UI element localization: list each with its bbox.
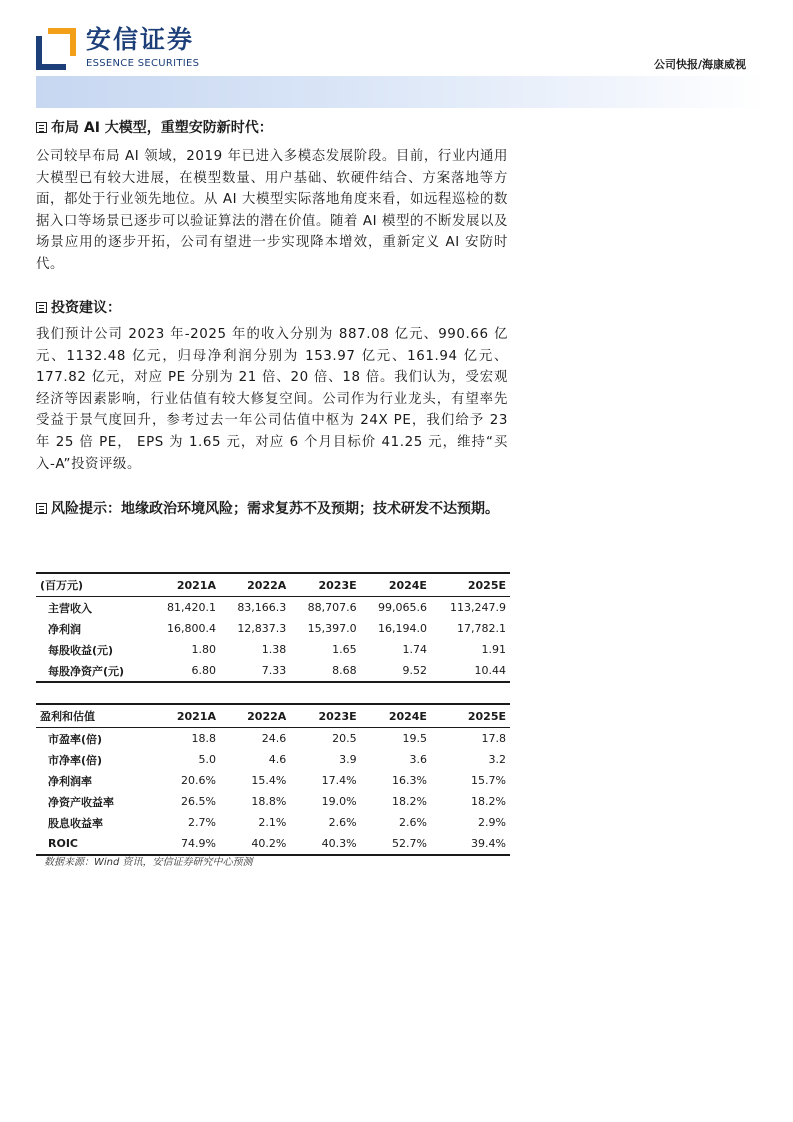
financial-table [36,572,510,856]
table-cell: 1.80 [191,643,216,656]
table-header-cell: 2022A [220,573,290,597]
table-cell: 17.8 [481,732,506,745]
table-header-cell: 2023E [290,573,360,597]
table-cell: 8.68 [290,660,360,682]
table-cell: 19.5 [402,732,427,745]
report-type: 公司快报/海康威视 [653,58,746,71]
table-cell: 18.8 [191,732,216,745]
table-header-cell: 2024E [361,573,431,597]
table-cell: 20.6% [181,774,216,787]
table-cell: 88,707.6 [307,601,357,614]
row-label: 净利润 [48,622,81,636]
table-cell: 20.5 [332,732,357,745]
table-cell: 83,166.3 [237,601,287,614]
table-cell: 40.2% [220,833,290,855]
section-heading-ai-model [36,118,508,138]
table-cell: 113,247.9 [450,601,506,614]
brand-name-en: ESSENCE SECURITIES [86,58,200,69]
section-title: 风险提示：地缘政治环境风险；需求复苏不及预期；技术研发不达预期。 [51,501,499,517]
table-cell: 1.74 [402,643,427,656]
table-cell: 3.2 [488,753,506,766]
table-row [36,749,510,770]
brand-name-cn: 安信证券 [86,25,195,54]
table-header-cell: 2025E [431,573,510,597]
table-cell: 2.6% [399,816,427,829]
row-label: 市净率(倍) [48,753,103,767]
table-cell: 2.1% [258,816,287,829]
table-spacer [36,682,510,704]
table-cell: 1.38 [261,643,287,656]
brand-logo-icon [36,28,76,70]
table-cell: 40.3% [290,833,360,855]
table-cell: 2.9% [478,816,506,829]
section-body-ai-model [36,146,508,276]
table-row [36,597,510,619]
section-body-investment [36,324,508,475]
table-cell: 15,397.0 [307,622,357,635]
table-cell: 9.52 [361,660,431,682]
table-cell: 12,837.3 [237,622,287,635]
table-header-cell: 2021A [150,704,220,728]
table-header-cell: 盈利和估值 [36,704,150,728]
section-heading-risk [36,497,508,521]
table-row [36,791,510,812]
table-cell: 15.4% [251,774,287,787]
table-row [36,728,510,750]
row-label: 股息收益率 [48,816,103,830]
table-header-cell: 2025E [431,704,510,728]
table-header-cell: 2022A [220,704,290,728]
table-cell: 52.7% [361,833,431,855]
table-cell: 7.33 [220,660,290,682]
row-label: 每股收益(元) [48,643,114,657]
paragraph: 公司较早布局 AI 领域，2019 年已进入多模态发展阶段。目前，行业内通用大模型已有较大进展，在模型数量、用户基础、软硬件结合、方案落地等方面，都处于行业领先地位。从 AI 大模型实际落地角度来看，如远程巡检的数据入口等场景已逐步可以验证算法的潜在价值。随着 AI 模型的不断发展以及场景应用的逐步开拓，公司有望进一步实现降本增效，重新定义 AI 安防时代。 [36,149,508,272]
section-heading-investment [36,298,508,318]
table-cell: 17.4% [321,774,357,787]
section-title: 布局 AI 大模型，重塑安防新时代： [51,120,273,136]
table-cell: 18.8% [251,795,287,808]
table-cell: 39.4% [431,833,510,855]
table-row [36,618,510,639]
row-label: 净利润率 [48,774,92,788]
table-cell: 3.6 [409,753,427,766]
table-cell: 18.2% [471,795,506,808]
table-row [36,770,510,791]
row-label: 每股净资产(元) [36,660,150,682]
table-cell: 99,065.6 [377,601,427,614]
document-icon [36,503,47,514]
document-icon [36,302,47,313]
section-title: 投资建议： [51,300,121,316]
table-cell: 1.91 [481,643,506,656]
table-row [36,639,510,660]
row-label: 净资产收益率 [48,795,114,809]
table-row [36,833,510,855]
document-icon [36,122,47,133]
row-label: 市盈率(倍) [48,732,103,746]
table-cell: 16,194.0 [377,622,427,635]
row-label: 主营收入 [48,601,92,615]
table-cell: 15.7% [471,774,506,787]
table-cell: 3.9 [339,753,357,766]
table-cell: 16.3% [392,774,427,787]
table-cell: 5.0 [198,753,216,766]
data-source-note: 数据来源：Wind 资讯，安信证券研究中心预测 [44,857,253,868]
table-row [36,660,510,682]
table-cell: 24.6 [261,732,287,745]
table-header-cell: (百万元) [36,573,150,597]
table-cell: 81,420.1 [166,601,216,614]
table-header-row [36,704,510,728]
table-cell: 74.9% [150,833,220,855]
table-cell: 17,782.1 [457,622,506,635]
table-header-row [36,573,510,597]
row-label: ROIC [36,833,150,855]
table-header-cell: 2024E [361,704,431,728]
table-cell: 1.65 [332,643,357,656]
header-band [36,76,766,108]
paragraph: 我们预计公司 2023 年-2025 年的收入分别为 887.08 亿元、990.66 亿元、1132.48 亿元，归母净利润分别为 153.97 亿元、161.94 亿元、177.82 亿元，对应 PE 分别为 21 倍、20 倍、18 倍。我们认为，受宏观经济等因素影响，行业估值有较大修复空间。公司作为行业龙头，有望率先受益于景气度回升，参考过去一年公司估值中枢为 24X PE，我们给予 23 年 25 倍 PE， EPS 为 1.65 元，对应 6 个月目标价 41.25 元，维持“买入-A”投资评级。 [36,327,508,472]
table-cell: 4.6 [268,753,287,766]
table-cell: 2.7% [188,816,216,829]
table-header-cell: 2023E [290,704,360,728]
table-header-cell: 2021A [150,573,220,597]
table-row [36,812,510,833]
table-cell: 6.80 [150,660,220,682]
table-cell: 2.6% [328,816,357,829]
table-cell: 16,800.4 [166,622,216,635]
table-cell: 10.44 [431,660,510,682]
table-cell: 19.0% [321,795,357,808]
table-cell: 26.5% [181,795,216,808]
table-cell: 18.2% [392,795,427,808]
